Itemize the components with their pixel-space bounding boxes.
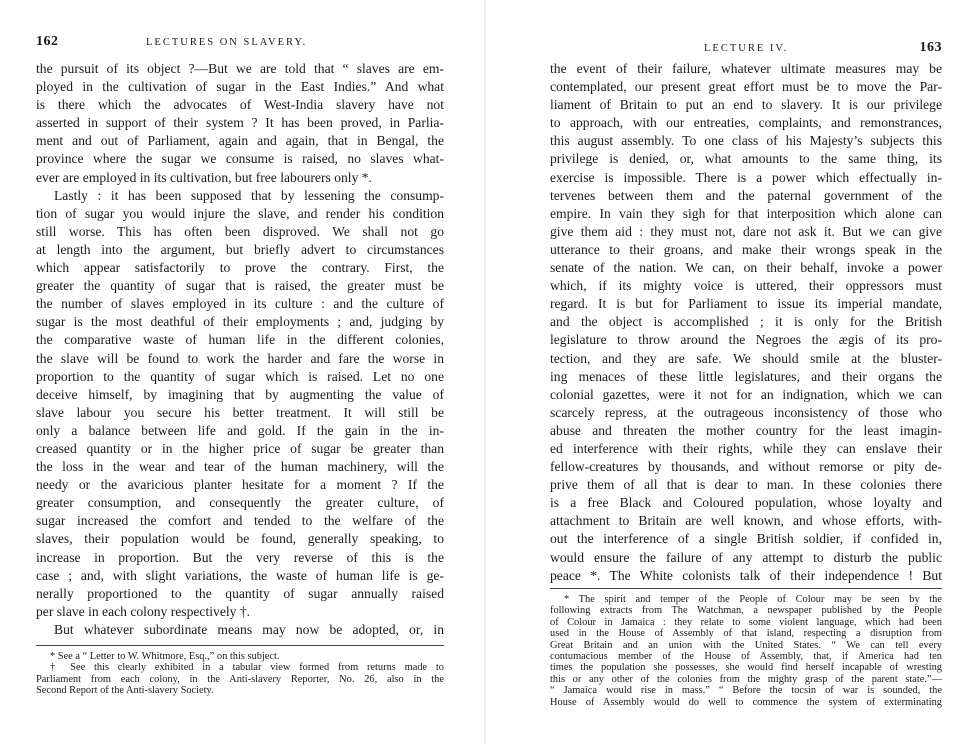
text-line: province where the sugar we consume is raised, no slaves what- bbox=[36, 151, 444, 167]
page-number: 163 bbox=[919, 40, 942, 55]
left-footnotes bbox=[36, 651, 444, 697]
text-line: the slave will be found to work the harder and fare the worse in bbox=[36, 350, 444, 366]
text-line: greater the quantity of sugar that is raised, the greater must be bbox=[36, 278, 444, 294]
text-line: ever are employed in its cultivation, but free labourers only *. bbox=[36, 169, 372, 185]
text-line: is there which the advocates of West-India slavery have not bbox=[36, 97, 444, 113]
page-number: 162 bbox=[36, 34, 59, 49]
text-line: liament of Britain to put an end to slavery. It is our privilege bbox=[550, 97, 942, 113]
left-page bbox=[0, 0, 480, 744]
right-body-text bbox=[550, 60, 942, 585]
text-line: legislature to throw around the Negroes the ægis of its pro- bbox=[550, 332, 942, 348]
text-line: the pursuit of its object ?—But we are told that “ slaves are em- bbox=[36, 61, 444, 76]
text-line: utterance to their groans, and make their wrongs speak in the bbox=[550, 241, 942, 257]
text-line: prive them of all that is dear to man. In these colonies there bbox=[550, 477, 942, 493]
text-line: needy or the avaricious planter hesitate for a moment ? If the bbox=[36, 477, 444, 493]
text-line: Lastly : it has been supposed that by lessening the consump- bbox=[54, 187, 444, 203]
text-line: House of Assembly would do well to commence the system of exterminating bbox=[550, 696, 942, 708]
text-line: the loss in the wear and tear of the human machinery, will the bbox=[36, 459, 444, 475]
text-line: tion of sugar you would injure the slave, and render his condition bbox=[36, 205, 444, 221]
text-line: attachment to Britain are well known, and whose efforts, with- bbox=[550, 513, 942, 529]
text-line: contemplated, our present great effort must be to move the Par- bbox=[550, 79, 942, 95]
text-line: exercise is impossible. There is a power which effectually in- bbox=[550, 169, 942, 185]
text-line: the number of slaves employed in its culture : and the culture of bbox=[36, 296, 444, 312]
text-line: this august assembly. To one class of his Majesty’s subjects this bbox=[550, 133, 942, 149]
text-line: slave labour you secure his better treatment. It will still be bbox=[36, 404, 444, 420]
text-line: Second Report of the Anti-slavery Society. bbox=[36, 685, 214, 697]
right-footnotes bbox=[550, 594, 942, 708]
text-line: nerally proportioned to the quantity of sugar annually raised bbox=[36, 585, 444, 601]
text-line: out the interference of a single British soldier, if confided in, bbox=[550, 531, 942, 547]
text-line: asserted in support of their system ? It has been proved, in Parlia- bbox=[36, 115, 444, 131]
text-line: increase in proportion. But the very reverse of this is the bbox=[36, 549, 444, 565]
text-line: colonial gazettes, were it not for an indignation, which we can bbox=[550, 386, 942, 402]
text-line: fellow-creatures by thousands, and without remorse or pity de- bbox=[550, 459, 942, 475]
text-line: senate of the nation. We can, on their behalf, invoke a power bbox=[550, 260, 942, 276]
left-page-header bbox=[36, 36, 450, 56]
book-gutter bbox=[484, 0, 486, 744]
text-line: and the object is accomplished ; it is only for the British bbox=[550, 314, 942, 330]
text-line: tervenes between them and the paternal government of the bbox=[550, 187, 942, 203]
text-line: is a free Black and Coloured population, whose loyalty and bbox=[550, 495, 942, 511]
text-line: empire. In vain they sigh for that interposition which alone can bbox=[550, 205, 942, 221]
right-page-header bbox=[552, 42, 942, 62]
text-line: regard. It is but for Parliament to issue its imperial mandate, bbox=[550, 296, 942, 312]
text-line: creased quantity or in the higher price of sugar be greater than bbox=[36, 440, 444, 456]
text-line: slaves, their population would be found, generally speaking, to bbox=[36, 531, 444, 547]
text-line: * See a “ Letter to W. Whitmore, Esq.,” on this subject. bbox=[50, 651, 280, 662]
text-line: deceive himself, by imagining that by augmenting the value of bbox=[36, 386, 444, 402]
text-line: contumacious member of the House of Assembly, that, if America had ten bbox=[550, 650, 942, 662]
text-line: would ensure the failure of any attempt to disturb the public bbox=[550, 549, 942, 565]
text-line: following extracts from The Watchman, a newspaper published by the People bbox=[550, 605, 942, 617]
text-line: * The spirit and temper of the People of Colour may be seen by the bbox=[564, 594, 942, 605]
text-line: to approach, with our entreaties, complaints, and remonstrances, bbox=[550, 115, 942, 131]
text-line: abuse and threaten the mother country for the least imagin- bbox=[550, 422, 942, 438]
text-line: scarcely repress, at the outrageous inconsistency of those who bbox=[550, 404, 942, 420]
text-line: which appear satisfactorily to prove the contrary. First, the bbox=[36, 260, 444, 276]
text-line: sugar is the most deathful of their employments ; and, judging by bbox=[36, 314, 444, 330]
text-line: which, if its mighty voice is uttered, their oppressors must bbox=[550, 278, 942, 294]
text-line: Great Britain and an union with the United States. “ We can tell every bbox=[550, 639, 942, 651]
text-line: at length into the argument, but briefly advert to circumstances bbox=[36, 241, 444, 257]
left-body-text bbox=[36, 60, 444, 639]
text-line: give them aid : they must not, dare not ask it. But we can give bbox=[550, 223, 942, 239]
text-line: of Colour in Jamaica : they relate to some violent language, which had been bbox=[550, 616, 942, 628]
text-line: used in the House of Assembly of that island, respecting a disruption from bbox=[550, 628, 942, 640]
text-line: times the population she possesses, she would find herself incapable of wresting bbox=[550, 662, 942, 674]
text-line: case ; and, with slight variations, the waste of human life is ge- bbox=[36, 567, 444, 583]
text-line: † See this clearly exhibited in a tabular view formed from returns made to bbox=[50, 662, 444, 674]
text-line: ed interference with their rights, while they can enslave their bbox=[550, 440, 942, 456]
text-line: still worse. This has often been disproved. We shall not go bbox=[36, 223, 444, 239]
text-line: ing menaces of these little legislatures, and their organs the bbox=[550, 368, 942, 384]
running-head: LECTURES ON SLAVERY. bbox=[146, 37, 308, 48]
footnote-rule bbox=[36, 645, 444, 646]
text-line: per slave in each colony respectively †. bbox=[36, 603, 251, 619]
text-line: greater consumption, and consequently the greater culture, of bbox=[36, 495, 444, 511]
text-line: privilege is denied, or, what amounts to the same thing, its bbox=[550, 151, 942, 167]
text-line: only a balance between life and gold. If the gain in the in- bbox=[36, 422, 444, 438]
running-head: LECTURE IV. bbox=[704, 43, 789, 54]
text-line: tection, and they are safe. We should smile at the bluster- bbox=[550, 350, 942, 366]
footnote-rule bbox=[550, 588, 942, 589]
text-line: sugar increased the comfort and tended to the welfare of the bbox=[36, 513, 444, 529]
text-line: “ Jamaica would rise in mass.” “ Before the tocsin of war is sounded, the bbox=[550, 685, 942, 697]
text-line: But whatever subordinate means may now be adopted, or, in bbox=[54, 621, 444, 637]
text-line: peace *. The White colonists talk of their independence ! But bbox=[550, 567, 942, 583]
text-line: the comparative waste of human life in the different colonies, bbox=[36, 332, 444, 348]
text-line: Parliament from each colony, in the Anti-slavery Reporter, No. 26, also in the bbox=[36, 673, 444, 685]
text-line: ment and out of Parliament, again and again, that in Bengal, the bbox=[36, 133, 444, 149]
text-line: ployed in the cultivation of sugar in the East Indies.” And what bbox=[36, 79, 444, 95]
text-line: the event of their failure, whatever ultimate measures may be bbox=[550, 61, 942, 76]
right-page bbox=[490, 0, 980, 744]
text-line: this or any other of the colonies from the mighty grasp of the parent state.”— bbox=[550, 673, 942, 685]
text-line: proportion to the quantity of sugar which is raised. Let no one bbox=[36, 368, 444, 384]
